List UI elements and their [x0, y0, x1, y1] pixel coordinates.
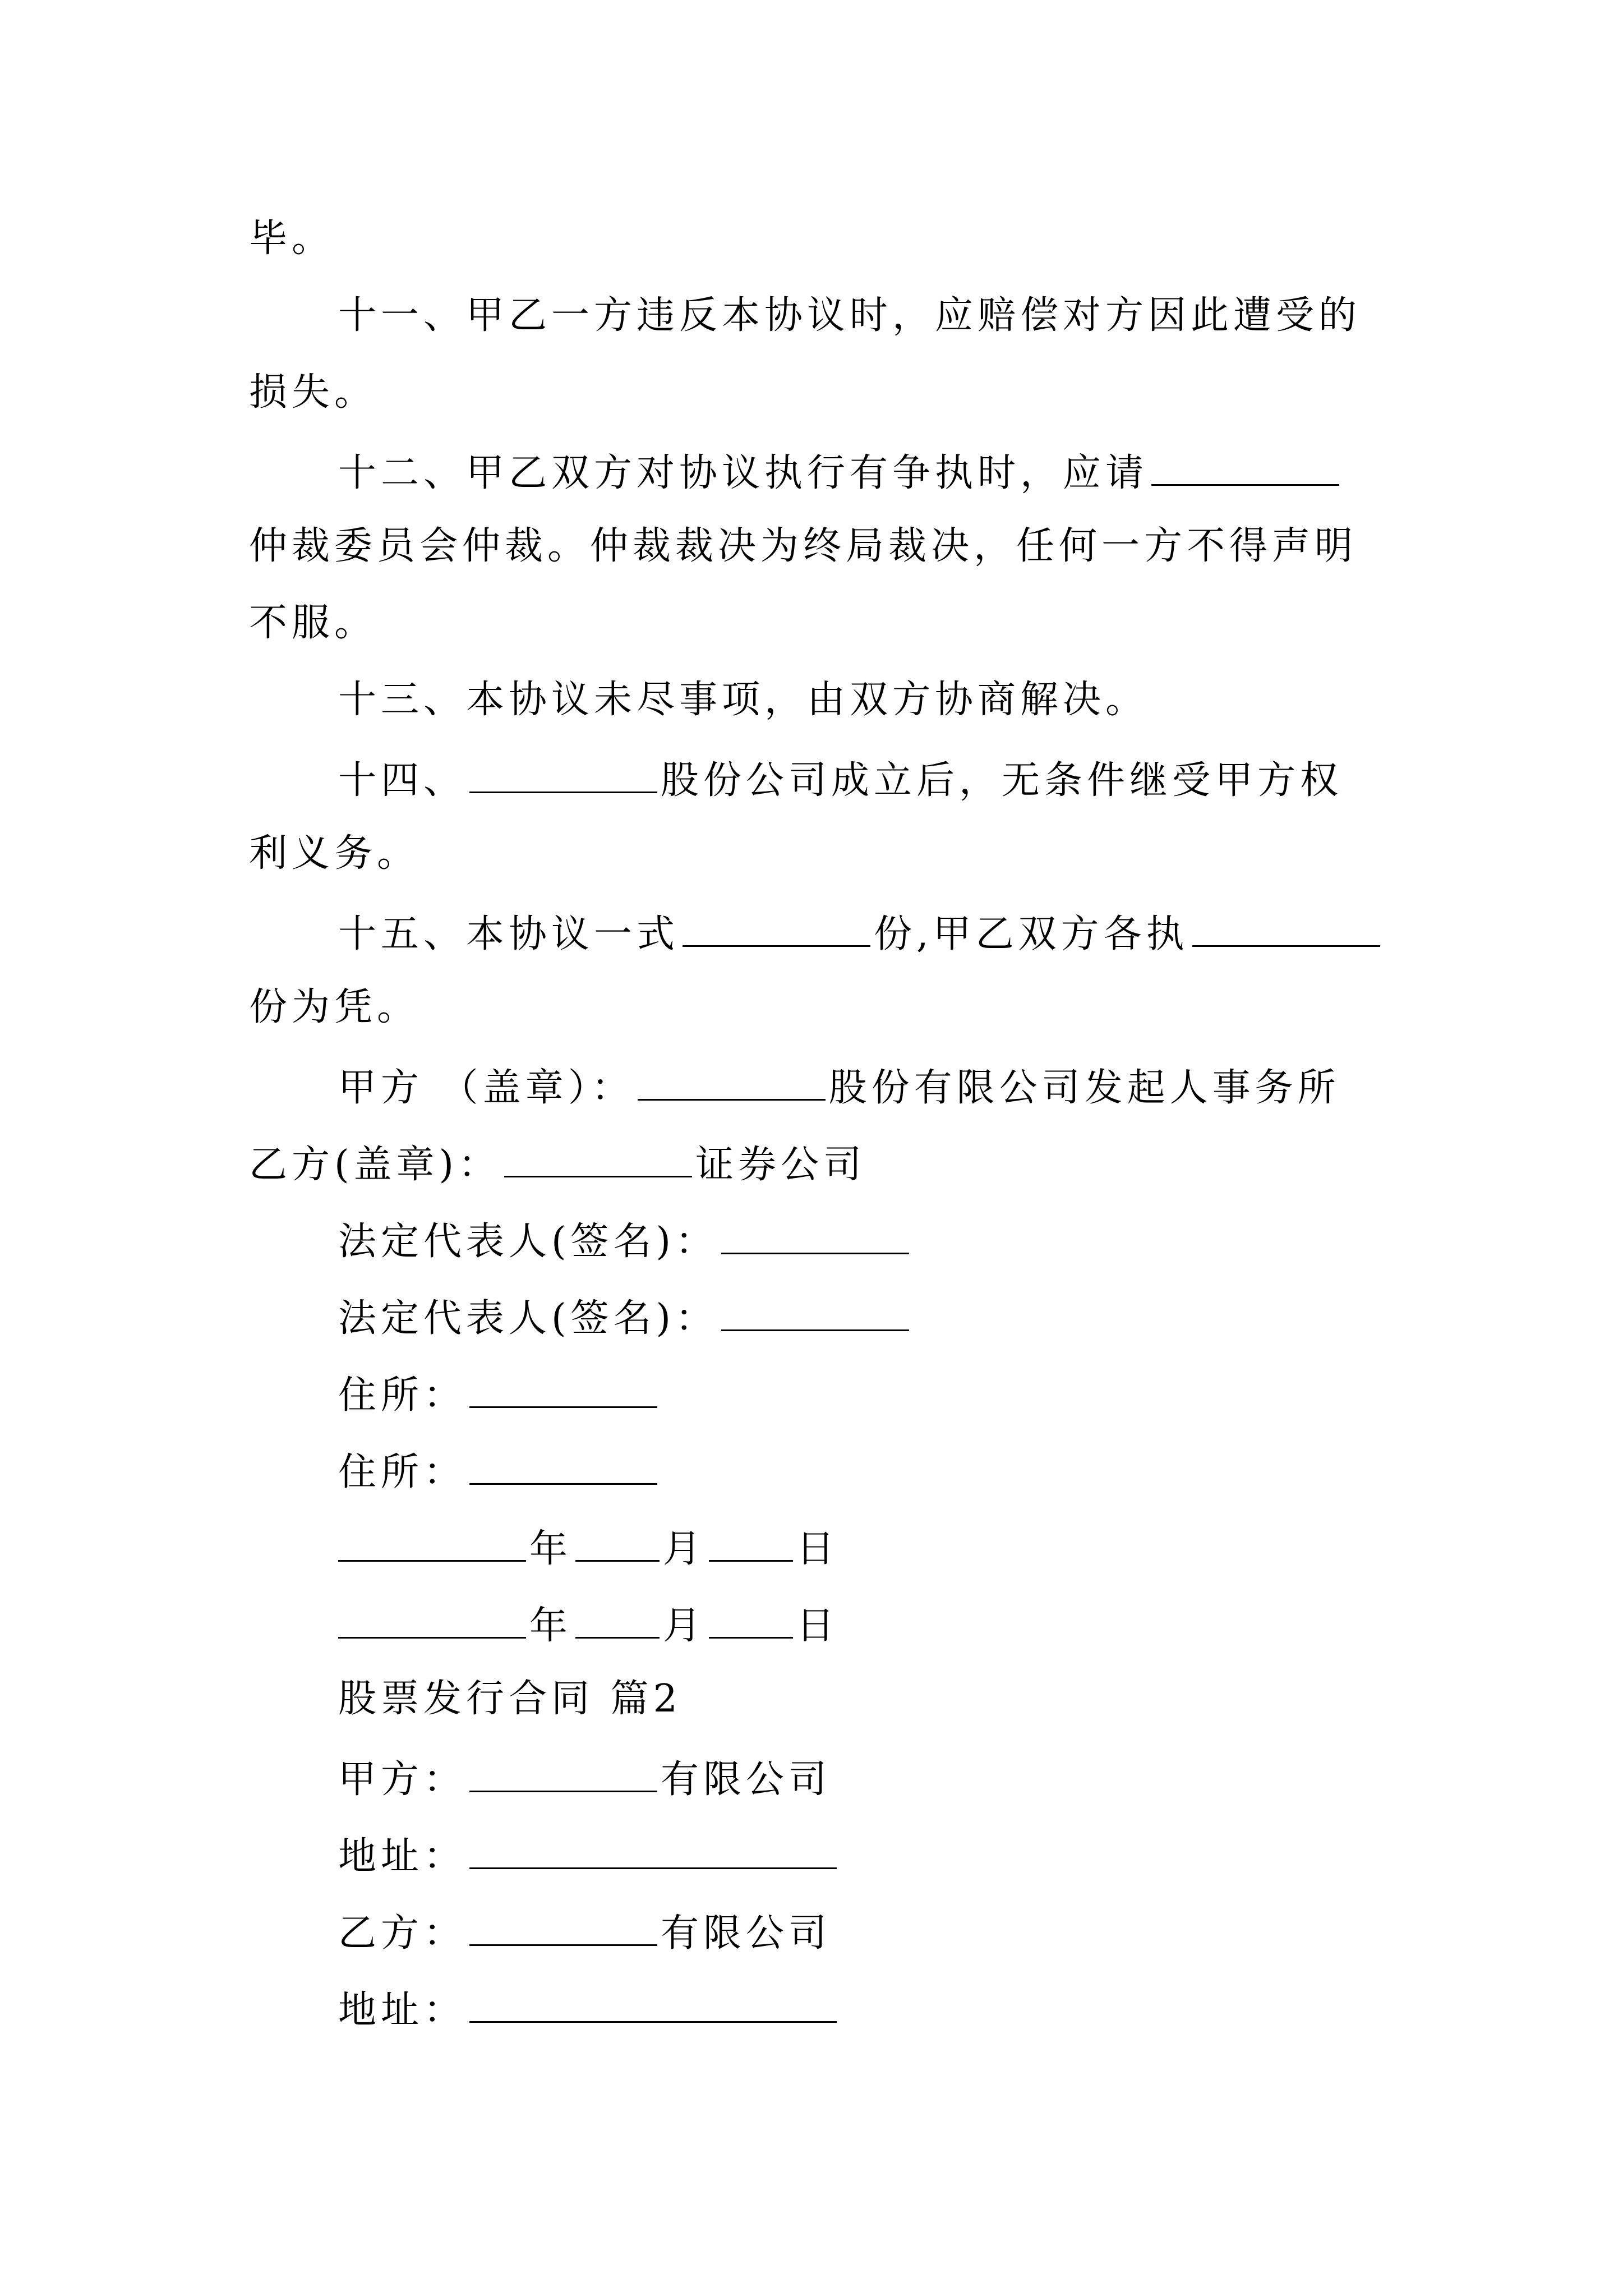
text-line	[249, 217, 335, 261]
fill-in-blank	[338, 1526, 526, 1562]
fill-in-blank	[338, 1603, 526, 1639]
clause-13	[338, 678, 1149, 722]
date-line	[338, 1603, 840, 1648]
text-fragment: 乙方：	[338, 1911, 467, 1955]
text-fragment: 地址：	[338, 1988, 467, 2032]
text-line	[249, 831, 420, 876]
text-fragment: 证券公司	[695, 1143, 866, 1187]
party-a-line	[338, 1757, 832, 1802]
text-fragment: 份,甲乙双方各执	[874, 912, 1189, 956]
text-fragment: 股份有限公司发起人事务所	[828, 1066, 1340, 1110]
fill-in-blank	[683, 912, 870, 947]
text-fragment: 不服。	[249, 601, 377, 645]
text-fragment: 月	[663, 1604, 706, 1648]
fill-in-blank	[469, 1373, 657, 1408]
text-fragment: 有限公司	[661, 1911, 832, 1955]
text-fragment: 十五、本协议一式	[338, 912, 680, 956]
text-fragment: 住所：	[338, 1373, 467, 1418]
date-line	[338, 1526, 840, 1571]
text-fragment: 毕。	[249, 217, 335, 261]
clause-12	[338, 450, 1343, 493]
fill-in-blank	[575, 1603, 660, 1639]
text-fragment: 年	[529, 1527, 573, 1571]
fill-in-blank	[709, 1526, 793, 1562]
fill-in-blank	[469, 1834, 837, 1869]
party-a-seal	[338, 1065, 1340, 1110]
text-fragment: 利义务。	[249, 831, 420, 876]
text-fragment: 损失。	[249, 370, 377, 415]
text-fragment: 仲裁委员会仲裁。仲裁裁决为终局裁决，任何一方不得声明	[249, 524, 1358, 568]
address-line	[338, 1373, 661, 1418]
text-fragment: 十二、甲乙双方对协议执行有争执时，应请	[338, 451, 1149, 495]
party-b-line	[338, 1911, 831, 1953]
fill-in-blank	[575, 1526, 660, 1562]
clause-14	[338, 758, 1343, 803]
text-fragment: 十四、	[338, 758, 467, 803]
text-fragment: 甲方 （盖章）：	[338, 1066, 634, 1110]
section-title	[338, 1677, 682, 1721]
fill-in-blank	[469, 1987, 837, 2023]
text-fragment: 地址：	[338, 1834, 467, 1879]
text-fragment: 月	[663, 1527, 706, 1571]
text-fragment: 份为凭。	[249, 985, 420, 1029]
text-fragment: 股票发行合同 篇2	[338, 1677, 682, 1721]
fill-in-blank	[721, 1219, 909, 1254]
fill-in-blank	[1192, 912, 1380, 947]
party-b-seal	[249, 1142, 866, 1187]
fill-in-blank	[1151, 450, 1339, 486]
address-line	[338, 1450, 661, 1492]
legal-rep-line	[338, 1296, 912, 1341]
fill-in-blank	[469, 758, 657, 793]
text-fragment: 甲方：	[338, 1757, 467, 1802]
text-fragment: 股份公司成立后，无条件继受甲方权	[661, 758, 1343, 803]
legal-rep-line	[338, 1219, 912, 1264]
text-line	[249, 370, 377, 415]
text-line	[249, 601, 377, 645]
fill-in-blank	[469, 1911, 657, 1946]
text-fragment: 有限公司	[661, 1757, 832, 1802]
fill-in-blank	[469, 1450, 657, 1485]
fill-in-blank	[469, 1757, 657, 1792]
clause-11	[338, 293, 1362, 338]
text-fragment: 日	[796, 1604, 840, 1648]
text-fragment: 十一、甲乙一方违反本协议时，应赔偿对方因此遭受的	[338, 293, 1362, 338]
fill-in-blank	[504, 1142, 692, 1177]
address-line	[338, 1987, 840, 2030]
text-line	[249, 985, 420, 1029]
text-fragment: 十三、本协议未尽事项，由双方协商解决。	[338, 678, 1149, 722]
text-fragment: 乙方(盖章)：	[249, 1143, 501, 1187]
text-fragment: 年	[529, 1604, 573, 1648]
address-line	[338, 1834, 840, 1879]
text-fragment: 法定代表人(签名)：	[338, 1296, 718, 1341]
fill-in-blank	[638, 1065, 826, 1101]
text-fragment: 法定代表人(签名)：	[338, 1220, 718, 1264]
text-fragment: 日	[796, 1527, 840, 1571]
fill-in-blank	[709, 1603, 793, 1639]
text-line	[249, 524, 1358, 568]
fill-in-blank	[721, 1296, 909, 1331]
clause-15	[338, 912, 1384, 954]
text-fragment: 住所：	[338, 1450, 467, 1494]
